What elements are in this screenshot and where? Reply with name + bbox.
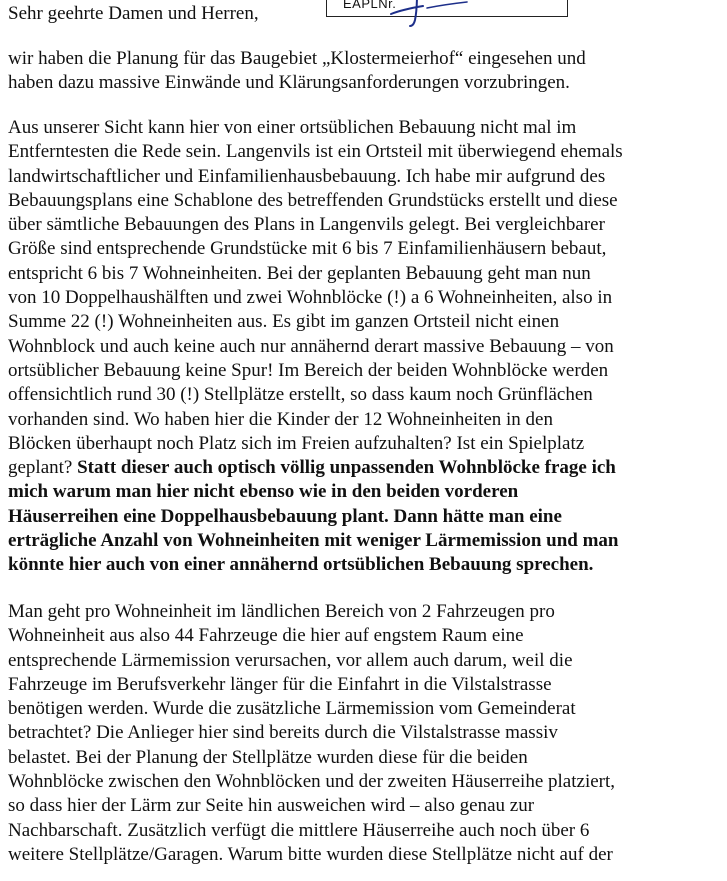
text-line: so dass hier der Lärm zur Seite hin ausweichen wird – also genau zur: [8, 795, 535, 817]
text-line: Größe sind entsprechende Grundstücke mit 6 bis 7 Einfamilienhäusern bebaut,: [8, 238, 607, 260]
text-line: wir haben die Planung für das Baugebiet „Klostermeierhof“ eingesehen und: [8, 48, 586, 69]
handwritten-signature-icon: [387, 0, 477, 28]
text-line: Bebauungsplans eine Schablone des betreffenden Grundstücks erstellt und diese: [8, 189, 618, 211]
text-line: haben dazu massive Einwände und Klärungsanforderungen vorzubringen.: [8, 72, 570, 94]
text-line: betrachtet? Die Anlieger hier sind bereits durch die Vilstalstrasse massiv: [8, 722, 558, 744]
text-segment: geplant?: [8, 457, 73, 479]
text-line: Wohneinheit aus also 44 Fahrzeuge die hier auf engstem Raum eine: [8, 625, 524, 647]
bold-text-line: erträgliche Anzahl von Wohneinheiten mit weniger Lärmemission und man: [8, 530, 619, 552]
text-line: benötigen werden. Wurde die zusätzliche Lärmemission vom Gemeinderat: [8, 698, 576, 720]
text-line: Man geht pro Wohneinheit im ländlichen Bereich von 2 Fahrzeugen pro: [8, 601, 555, 622]
bold-text-line: mich warum man hier nicht ebenso wie in den beiden vorderen: [8, 481, 519, 503]
salutation: Sehr geehrte Damen und Herren,: [8, 3, 259, 24]
paragraph-intro: [8, 47, 724, 96]
text-line: über sämtliche Bebauungen des Plans in Langenvils gelegt. Bei vergleichbarer: [8, 214, 605, 236]
paragraph-traffic-noise: [8, 600, 724, 867]
text-line: Blöcken überhaupt noch Platz sich im Freien aufzuhalten? Ist ein Spielplatz: [8, 432, 585, 454]
text-line: offensichtlich rund 30 (!) Stellplätze erstellt, so dass kaum noch Grünflächen: [8, 384, 593, 406]
text-line: von 10 Doppelhaushälften und zwei Wohnblöcke (!) a 6 Wohneinheiten, also in: [8, 287, 613, 309]
stamp-label: EAPLNr.: [343, 0, 397, 11]
text-line: vorhanden sind. Wo haben hier die Kinder der 12 Wohneinheiten in den: [8, 408, 553, 430]
text-line: entspricht 6 bis 7 Wohneinheiten. Bei der geplanten Bebauung geht man nun: [8, 262, 591, 284]
text-line: ortsüblicher Bebauung keine Spur! Im Bereich der beiden Wohnblöcke werden: [8, 359, 609, 381]
text-line: belastet. Bei der Planung der Stellplätze wurden diese für die beiden: [8, 746, 528, 768]
text-line: Wohnblock und auch keine auch nur annähernd derart massive Bebauung – von: [8, 335, 614, 357]
text-line: Nachbarschaft. Zusätzlich verfügt die mittlere Häuserreihe auch noch über 6: [8, 819, 590, 841]
paragraph-development-objection: [8, 116, 724, 578]
text-line: weitere Stellplätze/Garagen. Warum bitte wurden diese Stellplätze nicht auf der: [8, 843, 613, 865]
bold-text-line: Häuserreihen eine Doppelhausbebauung plant. Dann hätte man eine: [8, 505, 562, 527]
text-line: Aus unserer Sicht kann hier von einer ortsüblichen Bebauung nicht mal im: [8, 117, 577, 138]
text-line: Fahrzeuge im Berufsverkehr länger für die Einfahrt in die Vilstalstrasse: [8, 673, 552, 695]
text-line: Entferntesten die Rede sein. Langenvils ist ein Ortsteil mit überwiegend ehemals: [8, 141, 623, 163]
text-line: Wohnblöcke zwischen den Wohnblöcken und der zweiten Häuserreihe platziert,: [8, 771, 616, 793]
text-line: Summe 22 (!) Wohneinheiten aus. Es gibt im ganzen Ortsteil nicht einen: [8, 311, 560, 333]
bold-text-line: könnte hier auch von einer annähernd ortsüblichen Bebauung sprechen.: [8, 554, 594, 576]
text-line-mixed: [8, 456, 724, 480]
reference-stamp: [326, 0, 568, 17]
bold-text-segment: Statt dieser auch optisch völlig unpassenden Wohnblöcke frage ich: [77, 457, 616, 479]
text-line: entsprechende Lärmemission verursachen, vor allem auch darum, weil die: [8, 649, 573, 671]
text-line: landwirtschaftlicher und Einfamilienhausbebauung. Ich habe mir aufgrund des: [8, 165, 606, 187]
